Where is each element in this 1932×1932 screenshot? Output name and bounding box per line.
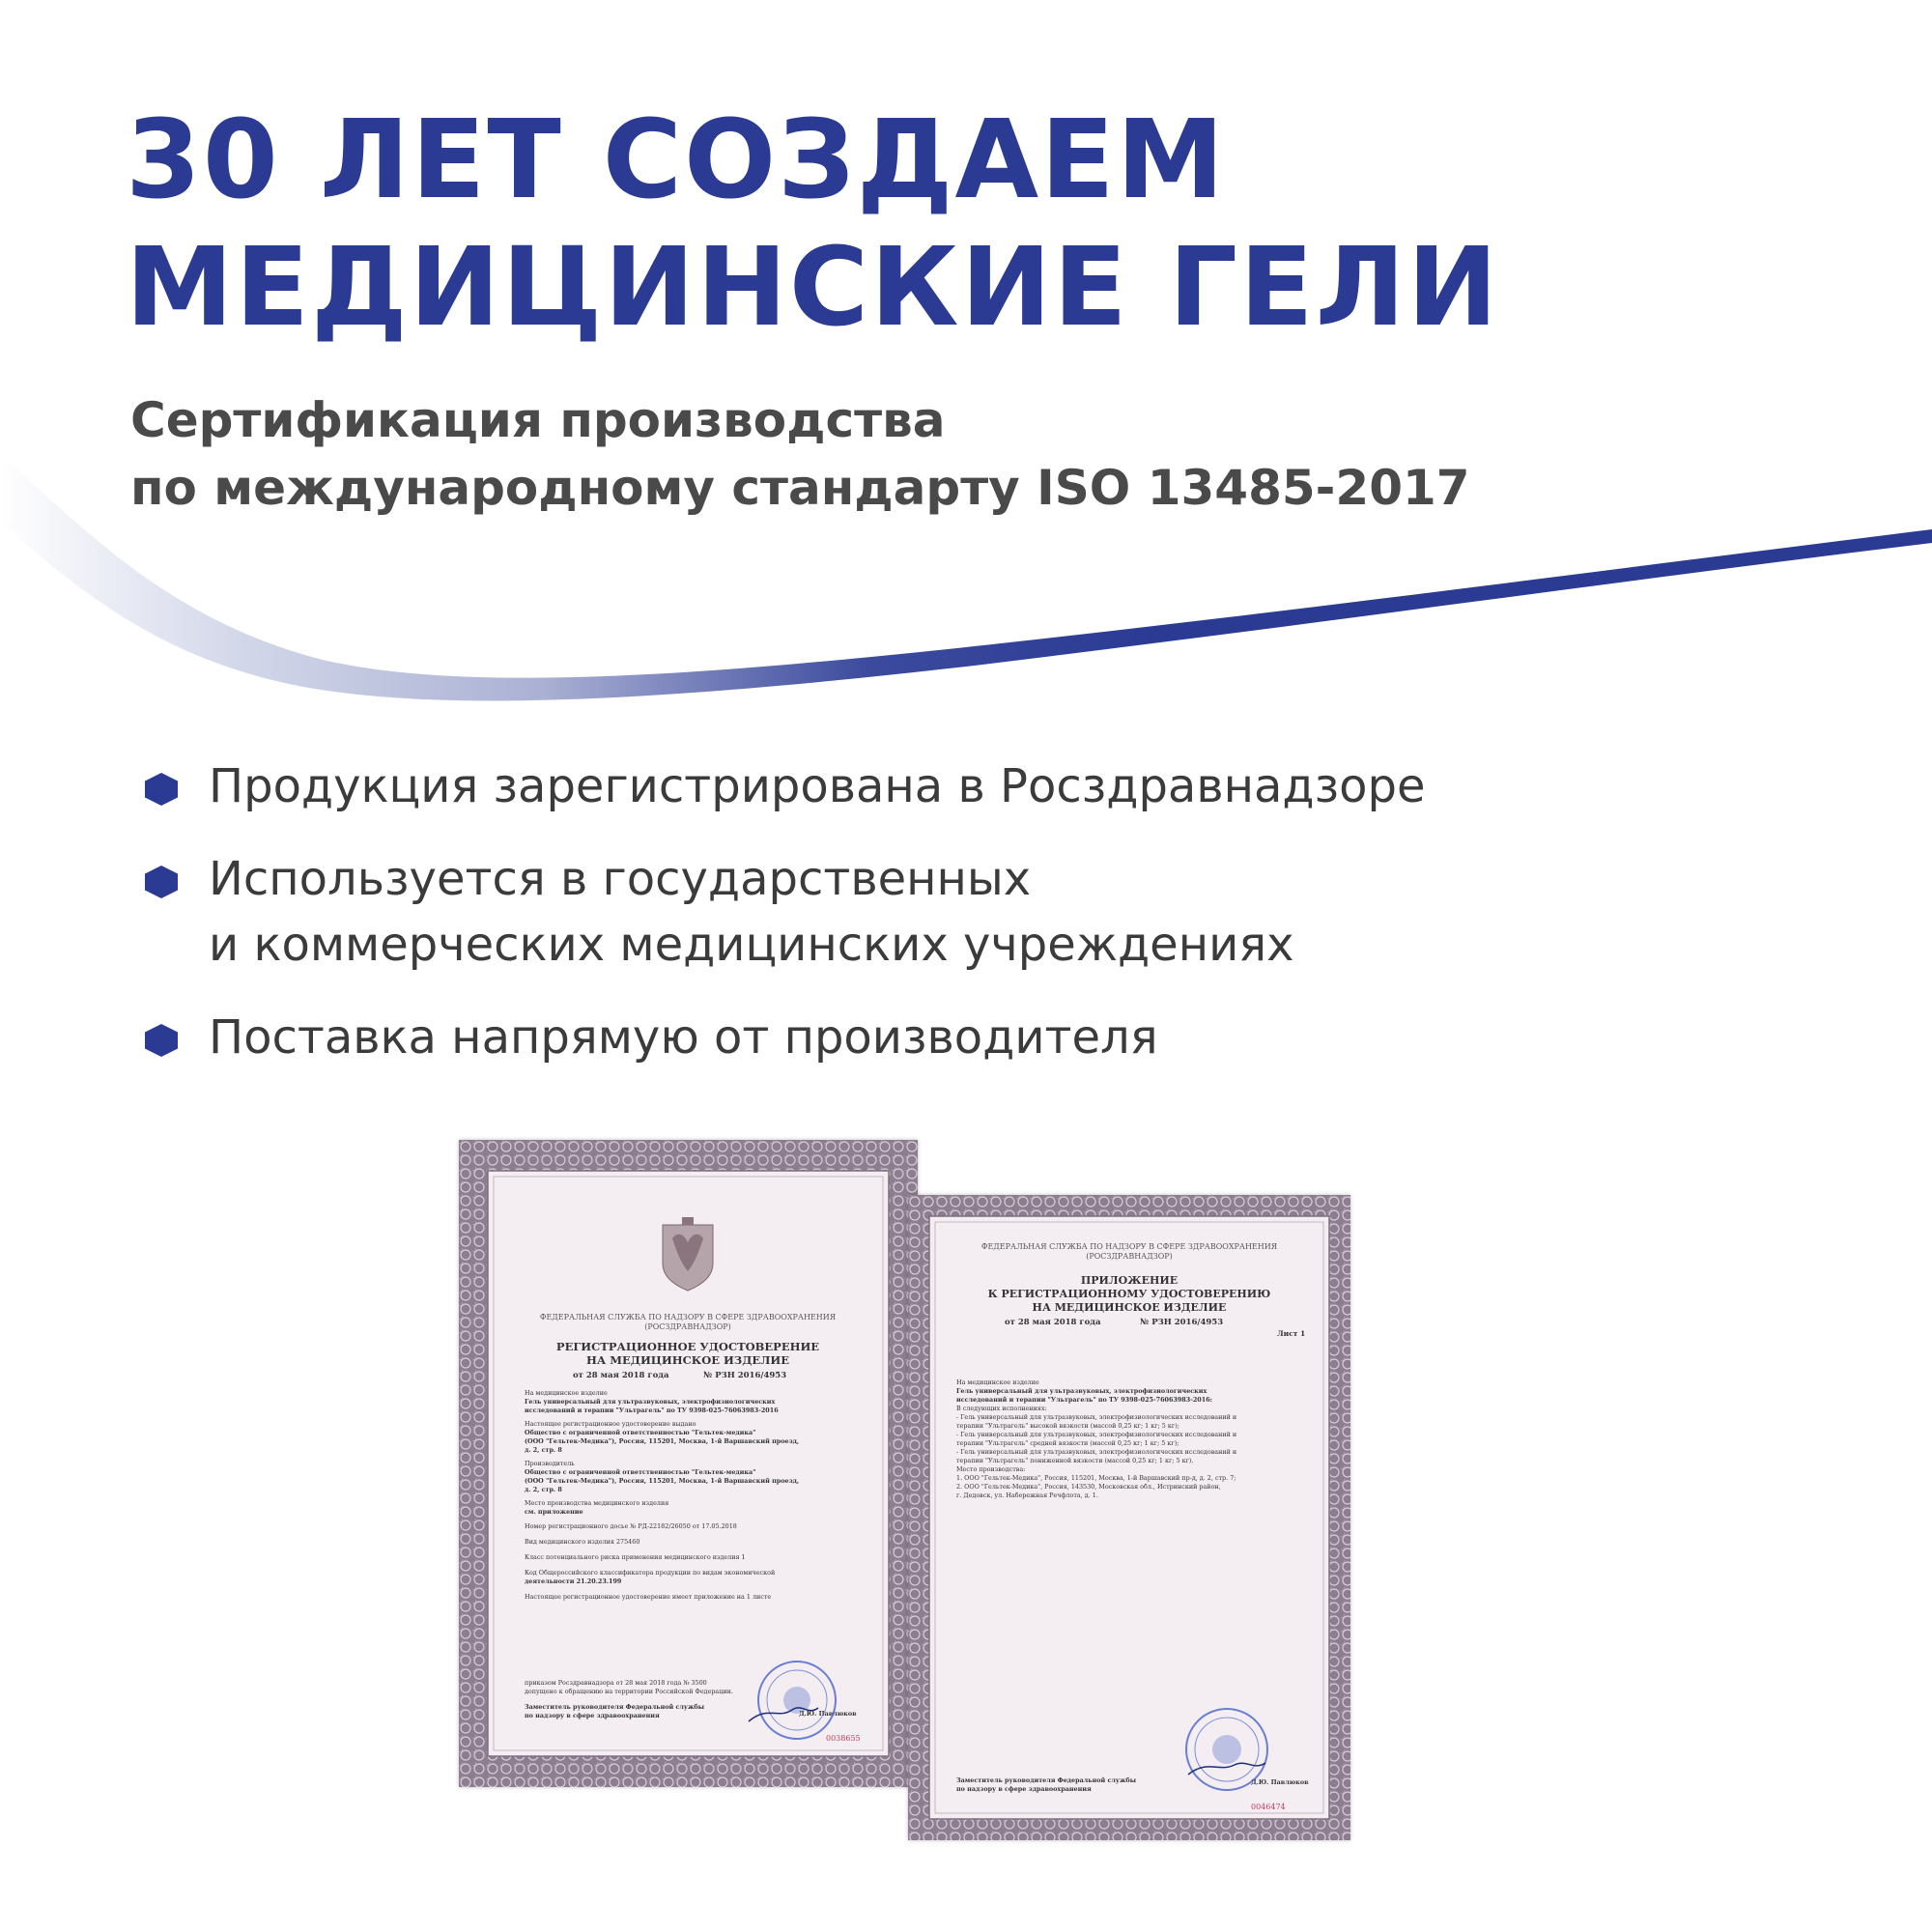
appendix-line: исследований и терапии "Ультрагель" по ТУ 9398-025-76063983-2016: <box>956 1396 1213 1404</box>
cert-line: исследований и терапии "Ультрагель" по ТУ 9398-025-76063983-2016 <box>525 1406 779 1414</box>
cert-order-line: допущено к обращению на территории Российской Федерации. <box>525 1688 733 1695</box>
feature-text: и коммерческих медицинских учреждениях <box>209 918 1294 972</box>
cert-line: Гель универсальный для ультразвуковых, электрофизиологических <box>525 1398 776 1406</box>
certificate-appendix-image <box>908 1195 1350 1840</box>
appendix-number: № РЗН 2016/4953 <box>1140 1318 1224 1327</box>
appendix-line: В следующих исполнениях: <box>956 1405 1047 1412</box>
cert-line: Место производства медицинского изделия <box>525 1499 669 1507</box>
cert-line: Класс потенциального риска применения медицинского изделия 1 <box>525 1553 746 1561</box>
appendix-line: - Гель универсальный для ультразвуковых, электрофизиологических исследований и <box>956 1448 1237 1456</box>
appendix-serial: 0046474 <box>1251 1803 1286 1811</box>
cert-number: № РЗН 2016/4953 <box>703 1371 787 1380</box>
cert-line: (ООО "Гельтек-Медика"), Россия, 115201, Москва, 1-й Варшавский проезд, <box>525 1477 800 1485</box>
registration-certificate-image <box>459 1140 918 1787</box>
cert-line: На медицинское изделие <box>525 1389 608 1397</box>
appendix-title-line-1: ПРИЛОЖЕНИЕ <box>1080 1274 1179 1287</box>
feature-item <box>145 753 1425 819</box>
appendix-line: На медицинское изделие <box>956 1378 1039 1386</box>
appendix-title-line-2: К РЕГИСТРАЦИОННОМУ УДОСТОВЕРЕНИЮ <box>987 1288 1271 1300</box>
hexagon-bullet-icon <box>145 866 178 898</box>
headline <box>126 97 1499 352</box>
cert-line: Вид медицинского изделия 275460 <box>525 1538 640 1546</box>
appendix-line: Место производства: <box>956 1465 1026 1473</box>
cert-title-line-2: НА МЕДИЦИНСКОЕ ИЗДЕЛИЕ <box>585 1353 790 1367</box>
appendix-agency-short: (РОСЗДРАВНАДЗОР) <box>1086 1252 1173 1261</box>
appendix-line: 2. ООО "Гельтек-Медика", Россия, 143530, Московская обл., Истринский район, <box>956 1483 1221 1491</box>
cert-signatory-line: по надзору в сфере здравоохранения <box>525 1712 660 1719</box>
cert-agency-short: (РОСЗДРАВНАДЗОР) <box>644 1322 731 1331</box>
appendix-sheet: Лист 1 <box>1277 1329 1306 1338</box>
feature-item <box>145 846 1425 978</box>
appendix-line: Гель универсальный для ультразвуковых, электрофизиологических <box>956 1387 1208 1395</box>
appendix-agency: ФЕДЕРАЛЬНАЯ СЛУЖБА ПО НАДЗОРУ В СФЕРЕ ЗДРАВООХРАНЕНИЯ <box>980 1242 1278 1251</box>
headline-line-2: МЕДИЦИНСКИЕ ГЕЛИ <box>126 225 1500 351</box>
subtitle-line-1: Сертификация производства <box>130 392 946 448</box>
feature-text: Используется в государственных <box>209 852 1032 906</box>
appendix-line: терапии "Ультрагель" средней вязкости (массой 0,25 кг; 1 кг; 5 кг); <box>956 1439 1179 1447</box>
headline-line-1: 30 ЛЕТ СОЗДАЕМ <box>126 98 1227 223</box>
cert-signatory-line: Заместитель руководителя Федеральной службы <box>525 1703 705 1711</box>
appendix-title-line-3: НА МЕДИЦИНСКОЕ ИЗДЕЛИЕ <box>1032 1301 1227 1314</box>
cert-line: Общество с ограниченной ответственностью "Гельтек-медика" <box>525 1468 756 1476</box>
cert-order-line: приказом Росздравнадзора от 28 мая 2018 года № 3500 <box>525 1679 707 1687</box>
appendix-line: - Гель универсальный для ультразвуковых, электрофизиологических исследований и <box>956 1431 1237 1438</box>
cert-line: см. приложение <box>525 1508 583 1516</box>
cert-line: (ООО "Гельтек-Медика"), Россия, 115201, Москва, 1-й Варшавский проезд, <box>525 1437 800 1445</box>
hexagon-bullet-icon <box>145 1024 178 1057</box>
appendix-date: от 28 мая 2018 года <box>1005 1318 1101 1327</box>
subtitle <box>130 386 1470 522</box>
cert-line: д. 2, стр. 8 <box>525 1486 562 1493</box>
cert-line: деятельности 21.20.23.199 <box>525 1577 622 1585</box>
appendix-line: терапии "Ультрагель" высокой вязкости (массой 0,25 кг; 1 кг; 5 кг); <box>956 1422 1179 1430</box>
feature-item <box>145 1005 1425 1070</box>
feature-list <box>145 753 1425 1097</box>
appendix-signatory-line: по надзору в сфере здравоохранения <box>956 1785 1092 1793</box>
appendix-signer: Д.Ю. Павлюков <box>1251 1778 1309 1786</box>
cert-line: Общество с ограниченной ответственностью "Гельтек-медика" <box>525 1429 756 1436</box>
feature-text: Продукция зарегистрирована в Росздравнадзоре <box>209 759 1426 813</box>
appendix-line: - Гель универсальный для ультразвуковых, электрофизиологических исследований и <box>956 1413 1237 1421</box>
hexagon-bullet-icon <box>145 773 178 806</box>
cert-line: Настоящее регистрационное удостоверение имеет приложение на 1 листе <box>525 1593 772 1601</box>
appendix-line: терапии "Ультрагель" пониженной вязкости (массой 0,25 кг; 1 кг; 5 кг). <box>956 1457 1194 1464</box>
cert-line: Номер регистрационного досье № РД-22182/26050 от 17.05.2018 <box>525 1522 737 1530</box>
cert-date: от 28 мая 2018 года <box>573 1371 669 1380</box>
appendix-line: 1. ООО "Гельтек-Медика", Россия, 115201, Москва, 1-й Варшавский пр-д, д. 2, стр. 7; <box>956 1474 1236 1482</box>
cert-signer: Д.Ю. Павлюков <box>799 1710 857 1718</box>
subtitle-line-2: по международному стандарту ISO 13485-2017 <box>130 460 1470 516</box>
appendix-line: г. Дедовск, ул. Набережная Речфлота, д. 1. <box>956 1492 1098 1499</box>
cert-line: Настоящее регистрационное удостоверение выдано <box>525 1420 696 1428</box>
cert-line: Код Общероссийского классификатора продукции по видам экономической <box>525 1569 776 1577</box>
feature-text: Поставка напрямую от производителя <box>209 1010 1158 1065</box>
cert-line: Производитель <box>525 1460 575 1467</box>
cert-title-line-1: РЕГИСТРАЦИОННОЕ УДОСТОВЕРЕНИЕ <box>555 1340 820 1353</box>
cert-line: д. 2, стр. 8 <box>525 1446 562 1454</box>
cert-serial: 0038655 <box>826 1734 861 1743</box>
appendix-signatory-line: Заместитель руководителя Федеральной службы <box>956 1776 1137 1784</box>
coat-of-arms-icon <box>663 1217 713 1291</box>
cert-agency: ФЕДЕРАЛЬНАЯ СЛУЖБА ПО НАДЗОРУ В СФЕРЕ ЗДРАВООХРАНЕНИЯ <box>539 1313 837 1321</box>
